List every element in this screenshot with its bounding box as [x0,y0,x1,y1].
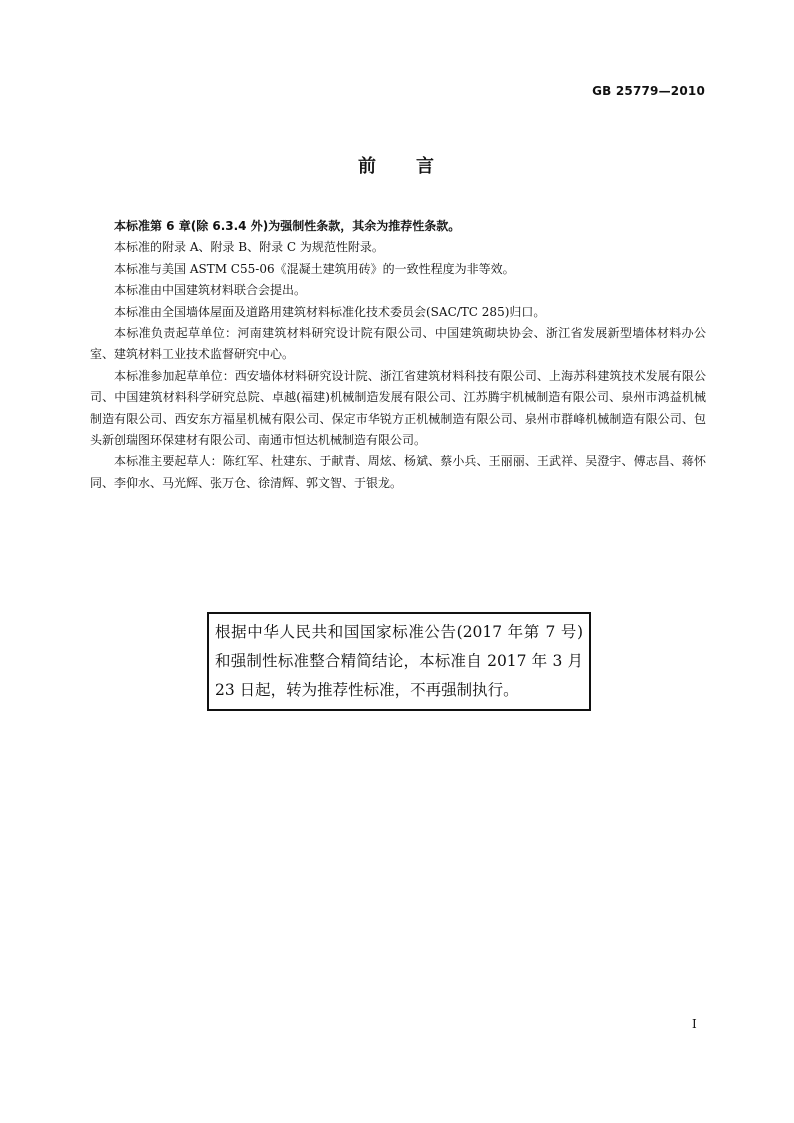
participating-drafters-paragraph: 本标准参加起草单位：西安墙体材料研究设计院、浙江省建筑材料科技有限公司、上海苏科建筑技术发展有限公司、中国建筑材料科学研究总院、卓越(福建)机械制造发展有限公司、江苏腾宇机械制造有限公司、泉州市鸿益机械制造有限公司、西安东方福星机械有限公司、保定市华锐方正机械制造有限公司、泉州市群峰机械制造有限公司、包头新创瑞图环保建材有限公司、南通市恒达机械制造有限公司。 [90,368,706,448]
standard-number: GB 25779—2010 [592,84,705,98]
proposer-paragraph: 本标准由中国建筑材料联合会提出。 [114,283,307,298]
preface-body [90,216,706,494]
consistency-paragraph: 本标准与美国 ASTM C55-06《混凝土建筑用砖》的一致性程度为非等效。 [114,261,515,276]
annex-paragraph: 本标准的附录 A、附录 B、附录 C 为规范性附录。 [114,240,384,255]
mandatory-clause-paragraph: 本标准第 6 章(除 6.3.4 外)为强制性条款，其余为推荐性条款。 [114,219,461,233]
notice-box: 根据中华人民共和国国家标准公告(2017 年第 7 号)和强制性标准整合精简结论，本标准自 2017 年 3 月 23 日起，转为推荐性标准，不再强制执行。 [207,612,591,711]
lead-drafters-paragraph: 本标准负责起草单位：河南建筑材料研究设计院有限公司、中国建筑砌块协会、浙江省发展新型墙体材料办公室、建筑材料工业技术监督研究中心。 [90,326,706,362]
page-number: I [692,1017,697,1031]
main-drafters-paragraph: 本标准主要起草人：陈红军、杜建东、于献青、周炫、杨斌、蔡小兵、王丽丽、王武祥、吴澄宇、傅志昌、蒋怀同、李仰水、马光辉、张万仓、徐清辉、郭文智、于银龙。 [90,454,706,490]
title-part-2: 言 [416,156,436,177]
title-part-1: 前 [358,156,378,177]
committee-paragraph: 本标准由全国墙体屋面及道路用建筑材料标准化技术委员会(SAC/TC 285)归口。 [114,304,546,319]
page-title [0,152,794,178]
